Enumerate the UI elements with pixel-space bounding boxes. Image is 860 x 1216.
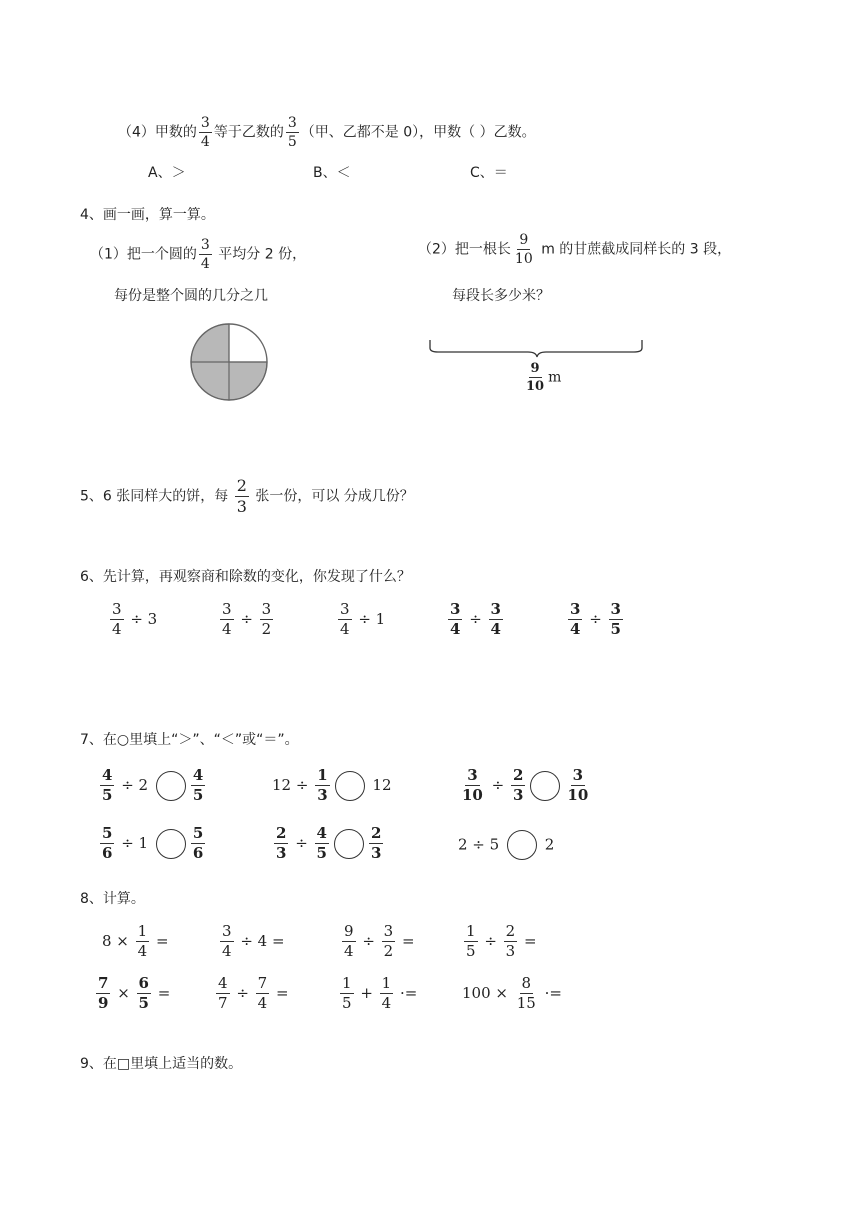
- division-expression: $\frac{3}{4}$ ÷ $\frac{3}{4}$: [450, 600, 501, 638]
- option-b: B、＜: [313, 165, 351, 181]
- fraction: $\frac{1}{3}$: [317, 766, 328, 804]
- division-expression: $\frac{3}{4}$ ÷ $\frac{3}{5}$: [570, 600, 621, 638]
- length-brace: [428, 338, 646, 360]
- fraction: $\frac{7}{4}$: [257, 974, 268, 1012]
- calculation-item: $\frac{4}{7}$ ÷ $\frac{7}{4}$ =: [218, 974, 289, 1012]
- fraction: $\frac{3}{4}$: [112, 600, 122, 638]
- fraction: $\frac{3}{5}$: [287, 115, 297, 150]
- circle-figure: [188, 322, 272, 402]
- fraction: $\frac{2}{3}$: [512, 766, 524, 804]
- question-7-title: 7、在○里填上“＞”、“＜”或“＝”。: [80, 732, 299, 748]
- fraction: $\frac{2}{3}$: [505, 922, 516, 960]
- calculation-item: $\frac{7}{9}$ × $\frac{6}{5}$ =: [98, 974, 171, 1012]
- fraction: $\frac{3}{4}$: [450, 600, 461, 638]
- fraction: $\frac{3}{4}$: [222, 922, 232, 960]
- division-expression: $\frac{3}{4}$ ÷ 1: [340, 600, 386, 638]
- question-5: 5、6 张同样大的饼，每 $\frac{2}{3}$ 张一份，可以 分成几份？: [80, 476, 414, 516]
- fraction: $\frac{1}{5}$: [466, 922, 476, 960]
- fraction: $\frac{5}{6}$: [102, 824, 113, 862]
- question-6-title: 6、先计算，再观察商和除数的变化，你发现了什么？: [80, 569, 411, 585]
- division-expression: $\frac{3}{4}$ ÷ 3: [112, 600, 158, 638]
- compare-item: $\frac{5}{6}$ ÷ 1 $\frac{5}{6}$: [102, 824, 204, 862]
- fraction: $\frac{3}{5}$: [610, 600, 621, 638]
- question-4-part-1-line2: 每份是整个圆的几分之几: [114, 288, 268, 304]
- calculation-item: 8 × $\frac{1}{4}$ =: [102, 922, 169, 960]
- calculation-item: $\frac{3}{4}$ ÷ 4 =: [222, 922, 285, 960]
- fraction: $\frac{2}{3}$: [370, 824, 382, 862]
- question-4-title: 4、画一画，算一算。: [80, 207, 215, 223]
- calculation-item: 100 × $\frac{8}{15}$ ·=: [462, 974, 562, 1012]
- question-4-part-1: （1）把一个圆的 $\frac{3}{4}$ 平均分 2 份，: [90, 237, 307, 272]
- answer-circle[interactable]: [530, 771, 560, 801]
- fraction: $\frac{1}{4}$: [137, 922, 148, 960]
- fraction: $\frac{1}{5}$: [342, 974, 352, 1012]
- option-a: A、＞: [148, 165, 186, 181]
- option-c: C、＝: [470, 165, 508, 181]
- fraction: $\frac{3}{2}$: [383, 922, 394, 960]
- fraction: $\frac{6}{5}$: [138, 974, 149, 1012]
- fraction: $\frac{9}{4}$: [344, 922, 354, 960]
- compare-item: $\frac{2}{3}$ ÷ $\frac{4}{5}$ $\frac{2}{3}$: [276, 824, 382, 862]
- fraction: $\frac{7}{9}$: [98, 974, 109, 1012]
- compare-item: 12 ÷ $\frac{1}{3}$ 12: [272, 766, 392, 804]
- calculation-item: $\frac{9}{4}$ ÷ $\frac{3}{2}$ =: [344, 922, 415, 960]
- compare-item: 2 ÷ 5 2: [458, 830, 554, 860]
- question-4-part-2: （2）把一根长 $\frac{9}{10}$ m 的甘蔗截成同样长的 3 段，: [418, 232, 732, 267]
- answer-circle[interactable]: [335, 771, 365, 801]
- calculation-item: $\frac{1}{5}$ + $\frac{1}{4}$ ·=: [342, 974, 418, 1012]
- question-8-title: 8、计算。: [80, 891, 145, 907]
- fraction: $\frac{3}{4}$: [340, 600, 350, 638]
- answer-circle[interactable]: [334, 829, 364, 859]
- fraction: $\frac{3}{10}$: [567, 766, 589, 804]
- question-4-part-2-line2: 每段长多少米？: [452, 288, 550, 304]
- fraction: $\frac{5}{6}$: [192, 824, 204, 862]
- fraction: $\frac{3}{4}$: [200, 115, 210, 150]
- fraction: $\frac{4}{5}$: [316, 824, 327, 862]
- fraction: $\frac{1}{4}$: [381, 974, 392, 1012]
- question-3-4: （4）甲数的 $\frac{3}{4}$ 等于乙数的 $\frac{3}{5}$ （甲、乙都不是 0），甲数（ ）乙数。: [118, 115, 536, 150]
- answer-circle[interactable]: [507, 830, 537, 860]
- fraction: $\frac{3}{4}$: [490, 600, 501, 638]
- fraction: $\frac{3}{2}$: [261, 600, 272, 638]
- fraction: $\frac{2}{3}$: [276, 824, 287, 862]
- division-expression: $\frac{3}{4}$ ÷ $\frac{3}{2}$: [222, 600, 272, 638]
- calculation-item: $\frac{1}{5}$ ÷ $\frac{2}{3}$ =: [466, 922, 537, 960]
- fraction: $\frac{4}{5}$: [102, 766, 113, 804]
- fraction: $\frac{4}{7}$: [218, 974, 228, 1012]
- fraction: $\frac{3}{10}$: [462, 766, 483, 804]
- fraction: $\frac{3}{4}$: [222, 600, 232, 638]
- compare-item: $\frac{4}{5}$ ÷ 2 $\frac{4}{5}$: [102, 766, 204, 804]
- question-9-title: 9、在□里填上适当的数。: [80, 1056, 243, 1072]
- compare-item: $\frac{3}{10}$ ÷ $\frac{2}{3}$ $\frac{3}{10}$: [462, 766, 589, 804]
- length-label: $\frac{9}{10}$ m: [526, 361, 562, 394]
- fraction: $\frac{3}{4}$: [570, 600, 581, 638]
- answer-circle[interactable]: [156, 771, 186, 801]
- fraction: $\frac{4}{5}$: [192, 766, 204, 804]
- fraction: $\frac{8}{15}$: [516, 974, 536, 1012]
- answer-circle[interactable]: [156, 829, 186, 859]
